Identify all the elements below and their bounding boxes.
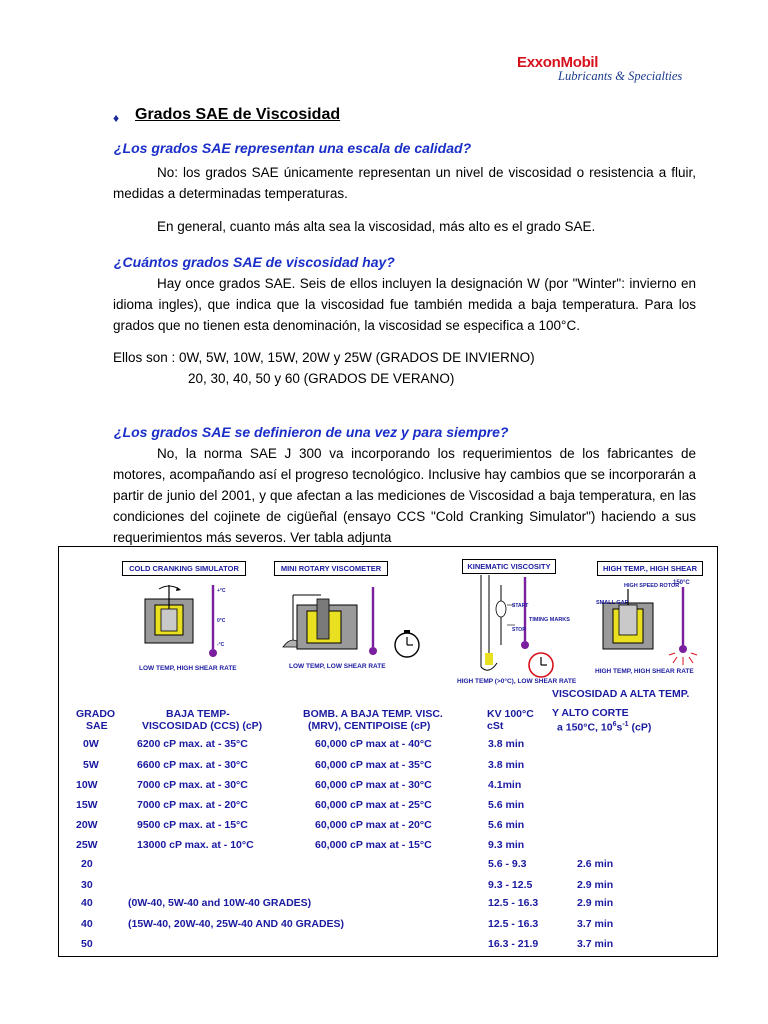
answer-2: Hay once grados SAE. Seis de ellos incluyen la designación W (por "Winter": invierno en idioma ingles), que indica que la viscosidad fue también medida a baja temperatura. Para los grados que no tienen esta denominación, la viscosidad se especifica a 100°C. — [113, 276, 696, 333]
header-mrv: (MRV), CENTIPOISE (cP) — [308, 720, 431, 732]
hths-label: HIGH TEMP., HIGH SHEAR — [597, 561, 703, 576]
logo-brand: ExxonMobil — [517, 54, 599, 71]
logo-tagline: Lubricants & Specialties — [558, 69, 683, 83]
ccs-temp-minus: -°C — [217, 642, 225, 648]
cell-grade: 10W — [76, 779, 98, 791]
ccs-diagram-icon — [131, 581, 251, 663]
ccs-temp-zero: 0°C — [217, 618, 226, 624]
answer-1-note: En general, cuanto más alta sea la viscosidad, más alto es el grado SAE. — [157, 219, 596, 234]
header-cst: cSt — [487, 720, 504, 732]
question-2: ¿Cuántos grados SAE de viscosidad hay? — [114, 254, 395, 270]
cell-ccs: (15W-40, 20W-40, 25W-40 AND 40 GRADES) — [128, 918, 345, 930]
answer-3: No, la norma SAE J 300 va incorporando los requerimientos de los fabricantes de motores, acompañando así el progreso tecnológico. Inclusive hay cambios que se incorporarán a partir de junio del 2001, y que afectan a las mediciones de Viscosidad a baja temperatura, en las condiciones del cojinete de cigüeñal (ensayo CCS "Cold Cranking Simulator") haciendo a sus requerimientos más severos. Ver tabla adjunta — [113, 446, 696, 545]
cell-grade: 40 — [81, 918, 93, 930]
cell-grade: 0W — [83, 738, 99, 750]
winter-grades-list: Ellos son : 0W, 5W, 10W, 15W, 20W y 25W (GRADOS DE INVIERNO) — [113, 350, 535, 365]
cell-kv: 16.3 - 21.9 — [488, 938, 539, 950]
cell-ccs: 7000 cP max. at - 20°C — [137, 799, 248, 811]
cell-grade: 5W — [83, 759, 99, 771]
cell-mrv: 60,000 cP max at - 40°C — [315, 738, 432, 750]
cell-kv: 12.5 - 16.3 — [488, 918, 539, 930]
cell-ccs: 6600 cP max. at - 30°C — [137, 759, 248, 771]
header-bomb: BOMB. A BAJA TEMP. VISC. — [303, 708, 443, 720]
diamond-bullet-icon: ♦ — [113, 111, 120, 125]
cell-ccs: 9500 cP max. at - 15°C — [137, 819, 248, 831]
cell-kv: 9.3 - 12.5 — [488, 879, 533, 891]
cell-mrv: 60,000 cP max at - 15°C — [315, 839, 432, 851]
ccs-label: COLD CRANKING SIMULATOR — [122, 561, 246, 576]
cell-hths: 3.7 min — [577, 918, 614, 930]
cell-grade: 25W — [76, 839, 98, 851]
sae-viscosity-table — [58, 546, 718, 957]
header-baja-temp: BAJA TEMP- — [166, 708, 230, 720]
cell-hths: 2.9 min — [577, 879, 614, 891]
cell-grade: 15W — [76, 799, 98, 811]
question-3: ¿Los grados SAE se definieron de una vez y para siempre? — [114, 424, 509, 440]
cell-kv: 4.1min — [488, 779, 522, 791]
header-ccs: VISCOSIDAD (CCS) (cP) — [142, 720, 263, 732]
header-grado: GRADO — [76, 708, 116, 720]
cell-kv: 3.8 min — [488, 759, 525, 771]
header-alto-corte: Y ALTO CORTE — [552, 707, 629, 719]
hths-diagram-icon — [597, 583, 707, 667]
ccs-caption: LOW TEMP, HIGH SHEAR RATE — [139, 665, 237, 672]
hths-caption: HIGH TEMP, HIGH SHEAR RATE — [595, 668, 694, 675]
question-1: ¿Los grados SAE representan una escala de calidad? — [114, 140, 472, 156]
mrv-diagram-icon — [275, 581, 425, 667]
cell-ccs: (0W-40, 5W-40 and 10W-40 GRADES) — [128, 897, 312, 909]
answer-1: No: los grados SAE únicamente representan un nivel de viscosidad o resistencia a fluir, medidas a determinadas temperaturas. — [113, 165, 696, 201]
header-hths-units: a 150°C, $10^6s^{-1}$ (cP) — [557, 721, 652, 734]
cell-ccs: 13000 cP max. at - 10°C — [137, 839, 254, 851]
cell-mrv: 60,000 cP max at - 25°C — [315, 799, 432, 811]
cell-grade: 40 — [81, 897, 93, 909]
header-alta-temp: VISCOSIDAD A ALTA TEMP. — [552, 688, 690, 700]
hths-rotor-label: HIGH SPEED ROTOR — [624, 583, 680, 589]
header-kv: KV 100°C — [487, 708, 534, 720]
section-title: Grados SAE de Viscosidad — [135, 106, 341, 123]
cell-kv: 9.3 min — [488, 839, 525, 851]
hths-temp-label: 150°C — [673, 580, 690, 586]
kv-label: KINEMATIC VISCOSITY — [462, 559, 556, 574]
cell-ccs: 6200 cP max. at - 35°C — [137, 738, 248, 750]
summer-grades-list: 20, 30, 40, 50 y 60 (GRADOS DE VERANO) — [188, 371, 455, 386]
cell-grade: 20 — [81, 858, 93, 870]
cell-kv: 5.6 - 9.3 — [488, 858, 527, 870]
cell-mrv: 60,000 cP max at - 20°C — [315, 819, 432, 831]
header-sae: SAE — [86, 720, 108, 732]
cell-hths: 2.9 min — [577, 897, 614, 909]
cell-hths: 2.6 min — [577, 858, 614, 870]
cell-kv: 5.6 min — [488, 819, 525, 831]
mrv-caption: LOW TEMP, LOW SHEAR RATE — [289, 663, 386, 670]
mrv-label: MINI ROTARY VISCOMETER — [274, 561, 388, 576]
cell-hths: 3.7 min — [577, 938, 614, 950]
cell-mrv: 60,000 cP max at - 35°C — [315, 759, 432, 771]
kv-timing-marks-label: TIMING MARKS — [529, 617, 570, 623]
kv-caption: HIGH TEMP (>0°C), LOW SHEAR RATE — [457, 678, 577, 685]
cell-mrv: 60,000 cP max at - 30°C — [315, 779, 432, 791]
cell-kv: 12.5 - 16.3 — [488, 897, 539, 909]
cell-grade: 20W — [76, 819, 98, 831]
kv-start-label: START — [512, 603, 529, 609]
kv-stop-label: STOP — [512, 627, 526, 633]
hths-gap-label: SMALL GAP — [596, 600, 629, 606]
cell-grade: 50 — [81, 938, 93, 950]
cell-ccs: 7000 cP max. at - 30°C — [137, 779, 248, 791]
cell-kv: 5.6 min — [488, 799, 525, 811]
cell-grade: 30 — [81, 879, 93, 891]
cell-kv: 3.8 min — [488, 738, 525, 750]
ccs-temp-plus: +°C — [217, 588, 226, 594]
